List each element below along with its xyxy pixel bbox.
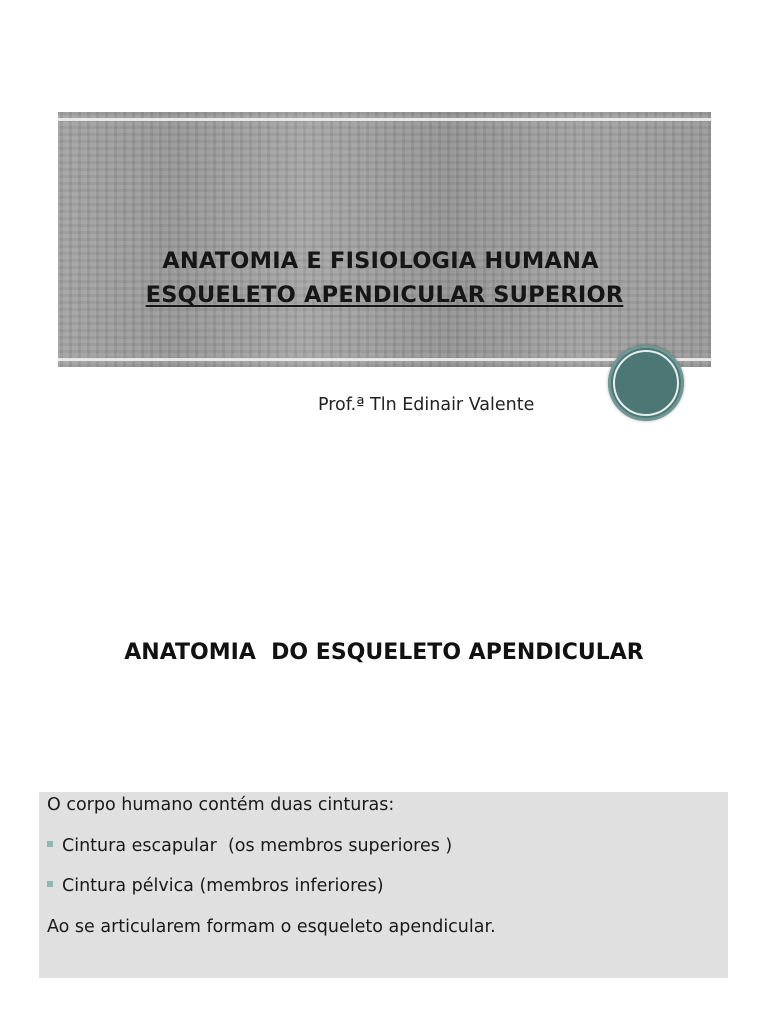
title-banner	[58, 112, 711, 367]
decorative-circle	[608, 345, 684, 421]
title-slide	[0, 0, 768, 480]
closing-text: Ao se articularem formam o esqueleto apendicular.	[47, 917, 496, 937]
square-bullet-icon	[47, 841, 53, 847]
list-item	[47, 836, 452, 856]
content-box	[39, 792, 728, 978]
banner-bottom-rule	[58, 358, 711, 361]
intro-text: O corpo humano contém duas cinturas:	[47, 795, 395, 815]
banner-top-rule	[58, 118, 711, 121]
content-slide-title: ANATOMIA DO ESQUELETO APENDICULAR	[124, 640, 644, 665]
slide-title-line-1: ANATOMIA E FISIOLOGIA HUMANA	[162, 248, 599, 274]
slide-title-line-2: ESQUELETO APENDICULAR SUPERIOR	[145, 282, 624, 308]
square-bullet-icon	[47, 881, 53, 887]
slide-subtitle-author: Prof.ª Tln Edinair Valente	[318, 395, 535, 415]
list-item-text: Cintura pélvica (membros inferiores)	[62, 876, 384, 896]
content-slide	[0, 480, 768, 1024]
list-item-text: Cintura escapular (os membros superiores )	[62, 836, 453, 856]
list-item	[47, 876, 384, 896]
slide-title	[58, 244, 711, 312]
